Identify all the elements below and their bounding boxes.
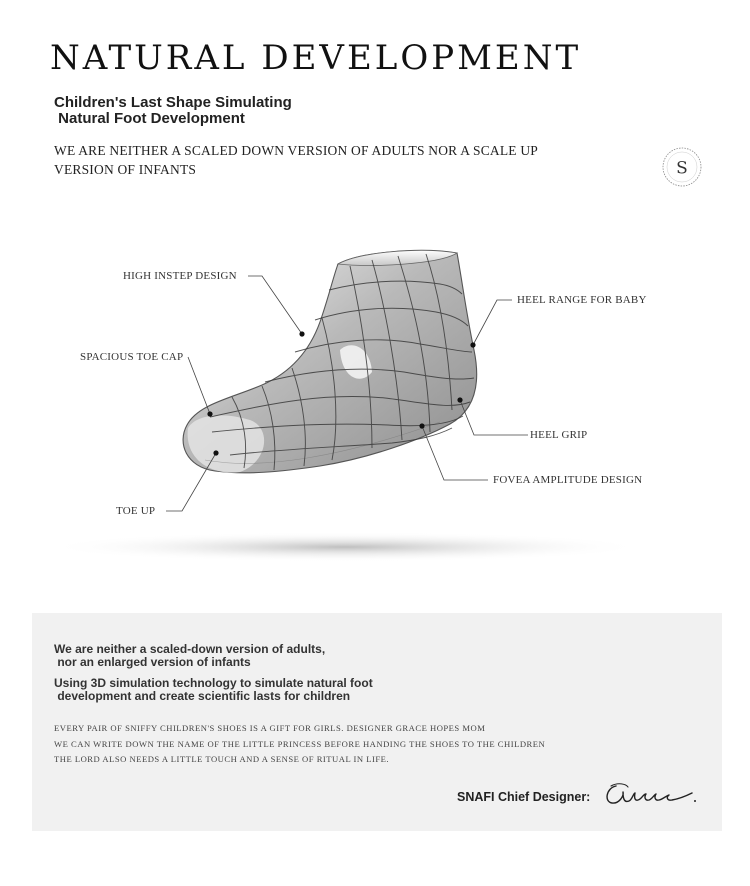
label-fovea-amplitude: FOVEA AMPLITUDE DESIGN [493, 474, 643, 486]
subtitle: Children's Last Shape Simulating Natural Foot Development [54, 94, 292, 127]
label-spacious-toe-cap: SPACIOUS TOE CAP [80, 351, 184, 363]
logo-letter: S [676, 158, 688, 179]
panel-text-statement: We are neither a scaled-down version of adults, nor an enlarged version of infants [54, 642, 326, 669]
story-line: THE LORD ALSO NEEDS A LITTLE TOUCH AND A SENSE OF RITUAL IN LIFE. [54, 754, 390, 764]
brand-seal-icon [661, 146, 703, 188]
label-toe-up: TOE UP [116, 505, 156, 517]
tagline: WE ARE NEITHER A SCALED DOWN VERSION OF ADULTS NOR A SCALE UP VERSION OF INFANTS [54, 143, 538, 177]
designer-signature [602, 778, 700, 812]
panel-story [54, 721, 545, 768]
shoe-last [183, 250, 477, 472]
story-line: EVERY PAIR OF SNIFFY CHILDREN'S SHOES IS A GIFT FOR GIRLS. DESIGNER GRACE HOPES MOM [54, 723, 486, 733]
panel-text-technology: Using 3D simulation technology to simulate natural foot development and create scientific lasts for children [54, 676, 373, 703]
label-high-instep: HIGH INSTEP DESIGN [123, 270, 237, 282]
page-title: NATURAL DEVELOPMENT [50, 38, 582, 78]
story-line: WE CAN WRITE DOWN THE NAME OF THE LITTLE PRINCESS BEFORE HANDING THE SHOES TO THE CHILDREN [54, 738, 546, 749]
label-heel-range: HEEL RANGE FOR BABY [517, 294, 647, 306]
shoe-shadow [45, 532, 645, 562]
designer-label: SNAFI Chief Designer: [457, 790, 591, 804]
shoe-last-diagram [0, 200, 750, 600]
label-heel-grip: HEEL GRIP [530, 429, 588, 441]
